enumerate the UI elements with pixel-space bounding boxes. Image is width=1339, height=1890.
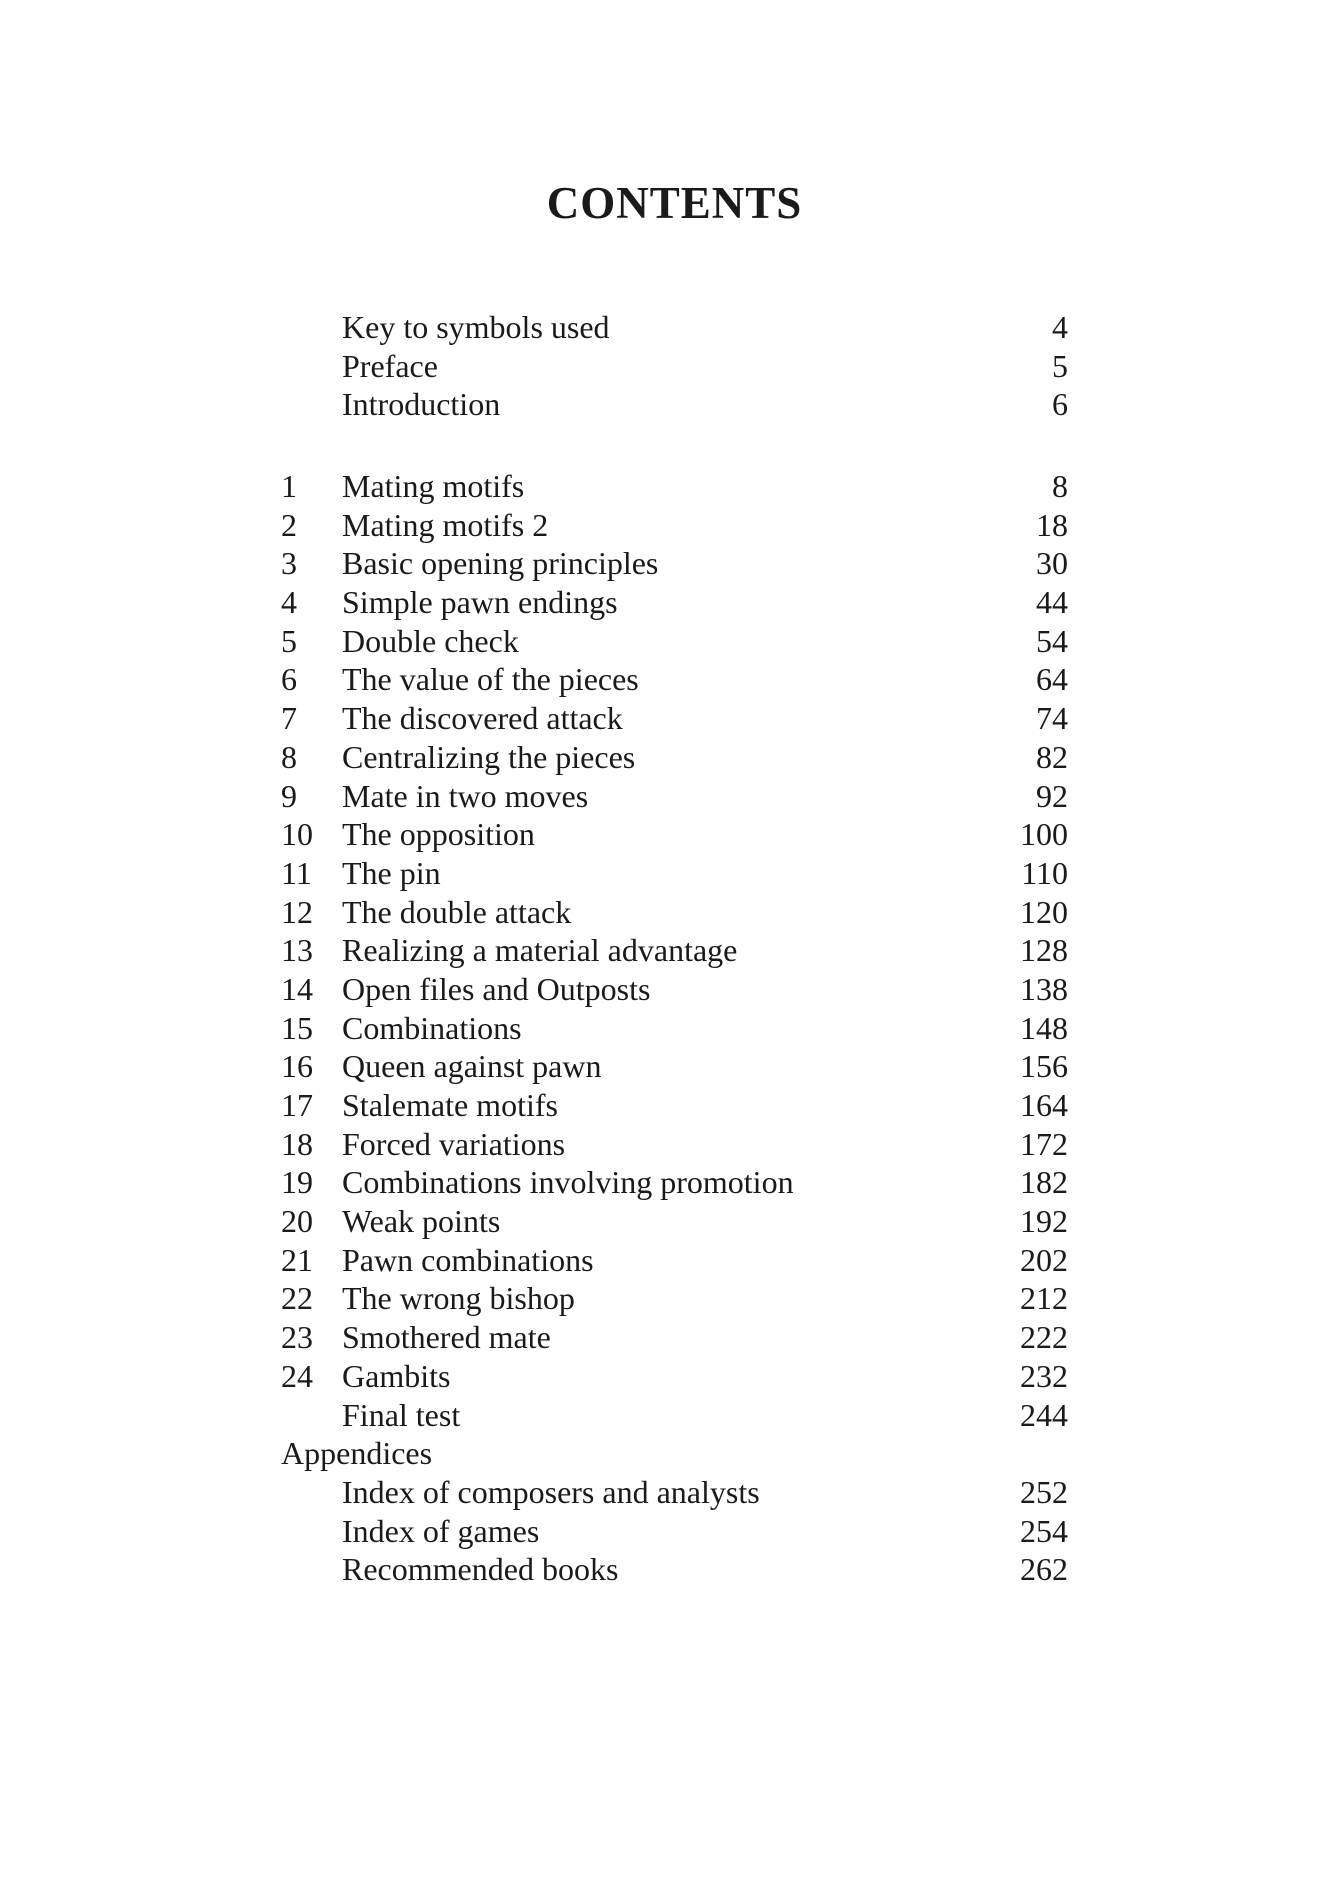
chapter-number: 17: [281, 1087, 313, 1123]
toc-row: [281, 1163, 1068, 1202]
toc-row: [281, 1512, 1068, 1551]
toc-row: [281, 1241, 1068, 1280]
entry-title: Combinations involving promotion: [342, 1164, 794, 1201]
chapter-number: 16: [281, 1048, 313, 1085]
entry-title: Preface: [342, 347, 438, 384]
chapter-number: 10: [281, 816, 313, 853]
toc-row: [281, 1202, 1068, 1241]
entry-title: Gambits: [342, 1357, 451, 1394]
entry-page-number: 244: [1020, 1396, 1068, 1433]
entry-page-number: 30: [1036, 545, 1068, 582]
toc-row: [281, 1396, 1068, 1435]
entry-title: Basic opening principles: [342, 545, 659, 582]
chapter-list-block: [281, 467, 1068, 1589]
entry-page-number: 192: [1020, 1203, 1068, 1240]
entry-page-number: 54: [1036, 622, 1068, 659]
table-of-contents: [281, 0, 1068, 1890]
entry-page-number: 8: [1052, 468, 1068, 504]
toc-row: [281, 660, 1068, 699]
entry-title: The discovered attack: [342, 700, 623, 737]
entry-page-number: 262: [1020, 1551, 1068, 1588]
entry-page-number: 6: [1052, 386, 1068, 423]
entry-page-number: 74: [1036, 700, 1068, 737]
chapter-number: 22: [281, 1280, 313, 1317]
entry-page-number: 222: [1020, 1319, 1068, 1356]
entry-title: Double check: [342, 622, 519, 659]
chapter-number: 4: [281, 584, 297, 621]
toc-row: [281, 970, 1068, 1009]
entry-page-number: 5: [1052, 347, 1068, 384]
entry-page-number: 172: [1020, 1125, 1068, 1162]
entry-title: Smothered mate: [342, 1319, 551, 1356]
appendices-heading: Appendices: [281, 1435, 433, 1472]
chapter-number: 2: [281, 506, 297, 543]
chapter-number: 12: [281, 893, 313, 930]
entry-title: The opposition: [342, 816, 535, 853]
entry-page-number: 120: [1020, 893, 1068, 930]
toc-row: [281, 1086, 1068, 1125]
chapter-number: 6: [281, 661, 297, 698]
toc-row: [281, 931, 1068, 970]
entry-page-number: 128: [1020, 932, 1068, 969]
toc-row: [281, 815, 1068, 854]
toc-row: [281, 1357, 1068, 1396]
toc-row: [281, 385, 1068, 424]
entry-title: Realizing a material advantage: [342, 932, 738, 969]
entry-title: Index of composers and analysts: [342, 1473, 760, 1510]
toc-row: [281, 544, 1068, 583]
entry-page-number: 182: [1020, 1164, 1068, 1201]
toc-row: [281, 347, 1068, 386]
entry-page-number: 232: [1020, 1357, 1068, 1394]
chapter-number: 5: [281, 622, 297, 659]
appendices-heading-row: [281, 1434, 1068, 1473]
toc-row: [281, 893, 1068, 932]
toc-row: [281, 467, 1068, 506]
entry-page-number: 252: [1020, 1473, 1068, 1510]
toc-row: [281, 1318, 1068, 1357]
entry-page-number: 138: [1020, 970, 1068, 1007]
chapter-number: 7: [281, 700, 297, 737]
toc-row: [281, 622, 1068, 661]
entry-title: Weak points: [342, 1203, 501, 1240]
toc-row: [281, 1279, 1068, 1318]
entry-title: Combinations: [342, 1009, 522, 1046]
entry-title: Simple pawn endings: [342, 584, 618, 621]
entry-title: Introduction: [342, 386, 501, 423]
toc-row: [281, 1047, 1068, 1086]
toc-row: [281, 1125, 1068, 1164]
chapter-number: 23: [281, 1319, 313, 1356]
chapter-number: 11: [281, 854, 312, 891]
page-title: CONTENTS: [546, 178, 803, 228]
entry-page-number: 202: [1020, 1241, 1068, 1278]
entry-page-number: 64: [1036, 661, 1068, 698]
entry-page-number: 156: [1020, 1048, 1068, 1085]
entry-page-number: 100: [1020, 816, 1068, 853]
entry-title: Mating motifs 2: [342, 506, 549, 543]
entry-page-number: 164: [1020, 1087, 1068, 1123]
chapter-number: 19: [281, 1164, 313, 1201]
entry-title: The pin: [342, 854, 441, 891]
entry-page-number: 148: [1020, 1009, 1068, 1046]
toc-row: [281, 1009, 1068, 1048]
chapter-number: 18: [281, 1125, 313, 1162]
entry-title: Final test: [342, 1396, 461, 1433]
entry-title: The double attack: [342, 893, 572, 930]
entry-title: Mating motifs: [342, 468, 525, 504]
entry-title: Forced variations: [342, 1125, 566, 1162]
appendix-list: [281, 1473, 1068, 1589]
chapter-number: 3: [281, 545, 297, 582]
toc-row: [281, 308, 1068, 347]
entry-title: Key to symbols used: [342, 309, 610, 345]
chapter-number: 9: [281, 777, 297, 814]
chapter-number: 21: [281, 1241, 313, 1278]
entry-title: The wrong bishop: [342, 1280, 575, 1317]
entry-title: Index of games: [342, 1512, 540, 1549]
toc-row: [281, 738, 1068, 777]
entry-page-number: 92: [1036, 777, 1068, 814]
front-matter-list: [281, 308, 1068, 424]
toc-row: [281, 777, 1068, 816]
entry-title: Recommended books: [342, 1551, 619, 1588]
entry-page-number: 254: [1020, 1512, 1068, 1549]
toc-row: [281, 1473, 1068, 1512]
entry-page-number: 4: [1052, 309, 1068, 345]
chapter-list: [281, 467, 1068, 1434]
entry-title: Queen against pawn: [342, 1048, 602, 1085]
toc-row: [281, 1550, 1068, 1589]
entry-page-number: 212: [1020, 1280, 1068, 1317]
entry-title: Mate in two moves: [342, 777, 589, 814]
chapter-number: 15: [281, 1009, 313, 1046]
chapter-number: 13: [281, 932, 313, 969]
entry-title: Pawn combinations: [342, 1241, 594, 1278]
toc-row: [281, 506, 1068, 545]
entry-page-number: 44: [1036, 584, 1068, 621]
entry-page-number: 82: [1036, 738, 1068, 775]
entry-page-number: 110: [1021, 854, 1068, 891]
chapter-number: 24: [281, 1357, 313, 1394]
chapter-number: 14: [281, 970, 313, 1007]
entry-title: Stalemate motifs: [342, 1087, 558, 1123]
chapter-number: 1: [281, 468, 297, 504]
chapter-number: 20: [281, 1203, 313, 1240]
toc-row: [281, 699, 1068, 738]
toc-row: [281, 854, 1068, 893]
chapter-number: 8: [281, 738, 297, 775]
entry-title: The value of the pieces: [342, 661, 639, 698]
entry-page-number: 18: [1036, 506, 1068, 543]
toc-row: [281, 583, 1068, 622]
entry-title: Centralizing the pieces: [342, 738, 636, 775]
entry-title: Open files and Outposts: [342, 970, 651, 1007]
